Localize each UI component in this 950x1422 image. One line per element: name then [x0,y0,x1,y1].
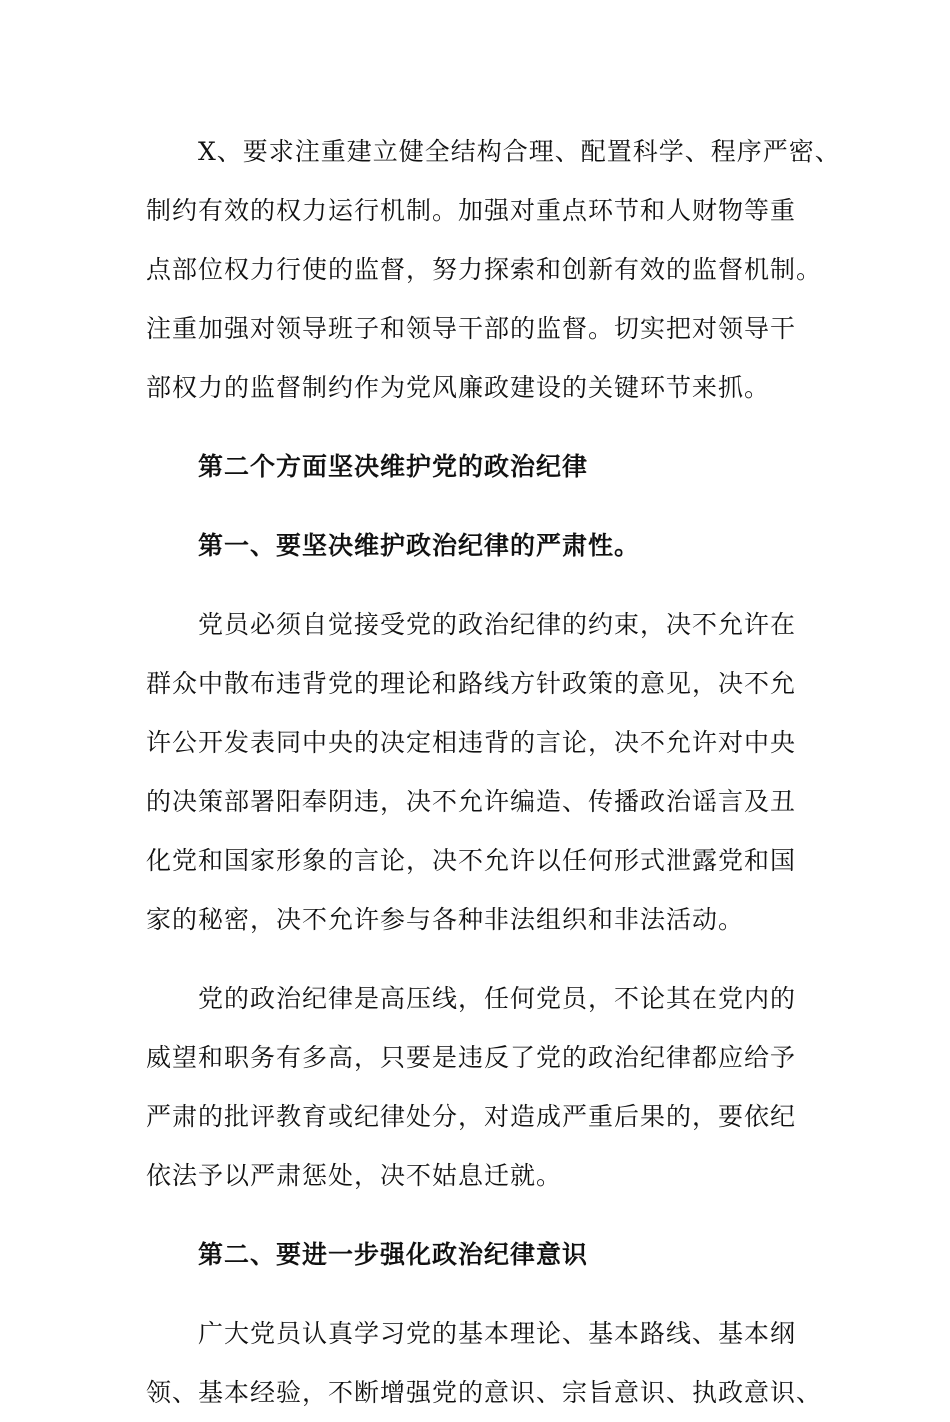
text-line: 党的政治纪律是高压线，任何党员，不论其在党内的 [198,984,797,1013]
text-line: 注重加强对领导班子和领导干部的监督。切实把对领导干 [146,314,797,343]
text-line: 的决策部署阳奉阴违，决不允许编造、传播政治谣言及丑 [146,787,797,816]
heading-line: 第二、要进一步强化政治纪律意识 [198,1240,589,1269]
paragraph-3 [146,969,806,1205]
subsection-heading-1 [146,516,806,575]
paragraph-2 [146,595,806,949]
paragraph-spacer [146,949,806,969]
paragraph-spacer [146,1205,806,1225]
paragraph-spacer [146,496,806,516]
subsection-heading-2 [146,1225,806,1284]
heading-line: 第二个方面坚决维护党的政治纪律 [198,452,589,481]
text-line: 领、基本经验，不断增强党的意识、宗旨意识、执政意识、 [146,1378,823,1407]
heading-line: 第一、要坚决维护政治纪律的严肃性。 [198,531,641,560]
text-line: 广大党员认真学习党的基本理论、基本路线、基本纲 [198,1319,797,1348]
section-heading [146,437,806,496]
text-line: 部权力的监督制约作为党风廉政建设的关键环节来抓。 [146,373,771,402]
text-line: 点部位权力行使的监督，努力探索和创新有效的监督机制。 [146,255,823,284]
paragraph-spacer [146,575,806,595]
text-line: 许公开发表同中央的决定相违背的言论，决不允许对中央 [146,728,797,757]
text-line: 家的秘密，决不允许参与各种非法组织和非法活动。 [146,905,745,934]
text-line: 群众中散布违背党的理论和路线方针政策的意见，决不允 [146,669,797,698]
paragraph-spacer [146,417,806,437]
paragraph-1 [146,122,841,417]
text-line: 制约有效的权力运行机制。加强对重点环节和人财物等重 [146,196,797,225]
text-line: 党员必须自觉接受党的政治纪律的约束，决不允许在 [198,610,797,639]
paragraph-spacer [146,1284,806,1304]
text-line: 威望和职务有多高，只要是违反了党的政治纪律都应给予 [146,1043,797,1072]
text-line: 依法予以严肃惩处，决不姑息迁就。 [146,1161,563,1190]
paragraph-4 [146,1304,823,1422]
text-line: 严肃的批评教育或纪律处分，对造成严重后果的，要依纪 [146,1102,797,1131]
text-line: 化党和国家形象的言论，决不允许以任何形式泄露党和国 [146,846,797,875]
document-body [146,122,841,1422]
text-line: X、要求注重建立健全结构合理、配置科学、程序严密、 [198,137,841,166]
